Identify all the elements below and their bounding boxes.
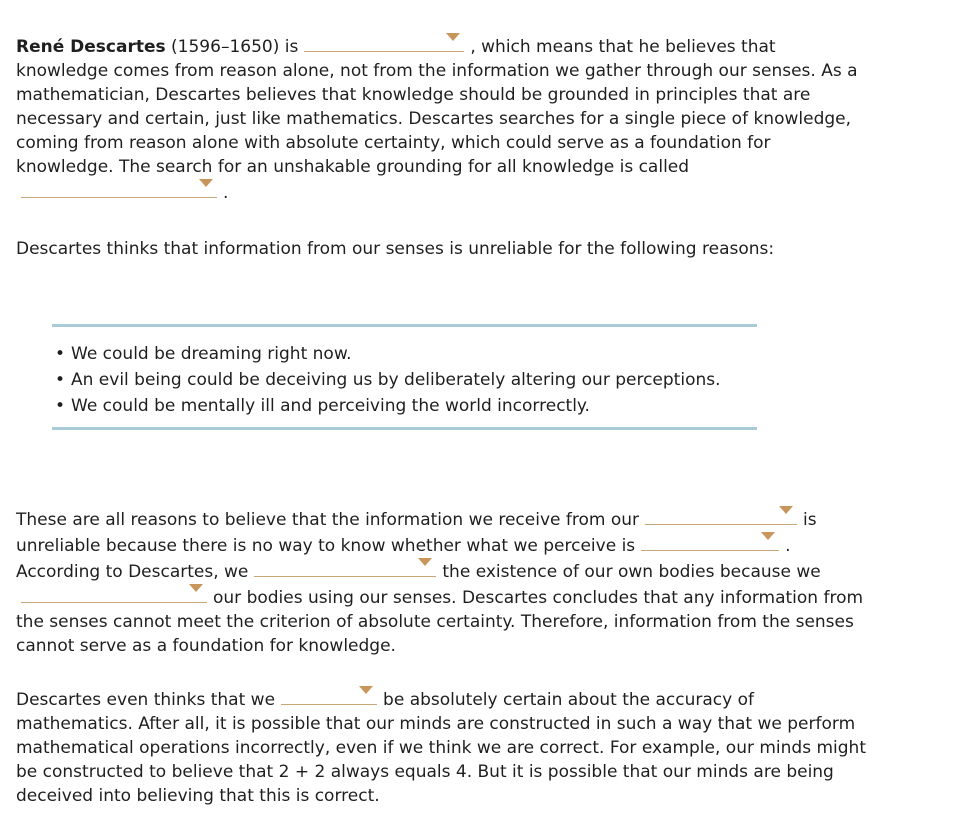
list-item [52, 341, 721, 367]
p1-line5: coming from reason alone with absolute certainty, which could serve as a foundation for [16, 133, 771, 153]
p3-text: our bodies using our senses. Descartes concludes that any information from [213, 588, 864, 608]
p3-text: the existence of our own bodies because we [442, 562, 821, 582]
descartes-name: René Descartes [16, 37, 166, 57]
p1-text-after-dropdown: , which means that he believes that [470, 37, 776, 57]
dropdown-position-term[interactable] [304, 33, 464, 52]
reason-text: We could be dreaming right now. [71, 344, 352, 364]
p1-line6: knowledge. The search for an unshakable grounding for all knowledge is called [16, 157, 690, 177]
p3-line5: the senses cannot meet the criterion of absolute certainty. Therefore, information from the senses [16, 612, 854, 632]
bullet: • [55, 370, 66, 390]
dropdown-information-source[interactable] [645, 506, 797, 525]
bullet: • [55, 396, 66, 416]
chevron-down-icon [779, 506, 793, 514]
p3-line1 [16, 506, 936, 532]
paragraph-mathematics [16, 686, 936, 808]
p3-line4 [16, 584, 936, 610]
list-item [52, 393, 721, 419]
paragraph-rationalism [16, 33, 936, 205]
p1-line2: knowledge comes from reason alone, not from the information we gather through our senses. As a [16, 61, 858, 81]
p3-line6: cannot serve as a foundation for knowledge. [16, 636, 396, 656]
p3-text: These are all reasons to believe that the information we receive from our [16, 510, 640, 530]
chevron-down-icon [199, 179, 213, 187]
chevron-down-icon [359, 686, 373, 694]
reason-text: An evil being could be deceiving us by deliberately altering our perceptions. [71, 370, 721, 390]
p1-line1 [16, 33, 936, 59]
dropdown-perception-status[interactable] [641, 532, 779, 551]
p4-text: Descartes even thinks that we [16, 690, 276, 710]
dropdown-body-existence[interactable] [254, 558, 436, 577]
dropdown-body-perception[interactable] [21, 584, 207, 603]
dropdown-search-name[interactable] [21, 179, 217, 198]
paragraph-senses-intro: Descartes thinks that information from our senses is unreliable for the following reasons: [16, 239, 775, 259]
p3-line3 [16, 558, 936, 584]
p1-line4: necessary and certain, just like mathematics. Descartes searches for a single piece of knowledge, [16, 109, 852, 129]
p1-line3: mathematician, Descartes believes that knowledge should be grounded in principles that are [16, 85, 811, 105]
reasons-list [52, 341, 721, 419]
p4-line5: deceived into believing that this is correct. [16, 786, 380, 806]
paragraph-senses-unreliable [16, 506, 936, 658]
p4-line2: mathematics. After all, it is possible that our minds are constructed in such a way that we perform [16, 714, 856, 734]
p3-text: is [803, 510, 817, 530]
p3-text: unreliable because there is no way to know whether what we perceive is [16, 536, 636, 556]
p3-text: . [785, 536, 791, 556]
p3-text: According to Descartes, we [16, 562, 249, 582]
p3-line2 [16, 532, 936, 558]
list-item [52, 367, 721, 393]
chevron-down-icon [761, 532, 775, 540]
bullet: • [55, 344, 66, 364]
p4-line4: be constructed to believe that 2 + 2 always equals 4. But it is possible that our minds are being [16, 762, 834, 782]
chevron-down-icon [189, 584, 203, 592]
p1-period: . [223, 183, 229, 203]
chevron-down-icon [446, 33, 460, 41]
reasons-box [52, 324, 757, 430]
p4-line3: mathematical operations incorrectly, even if we think we are correct. For example, our minds might [16, 738, 866, 758]
p4-line1 [16, 686, 936, 712]
p1-dates: (1596–1650) is [165, 37, 299, 57]
p4-text: be absolutely certain about the accuracy of [383, 690, 755, 710]
reason-text: We could be mentally ill and perceiving the world incorrectly. [71, 396, 590, 416]
dropdown-math-certainty[interactable] [281, 686, 377, 705]
p1-line7 [16, 179, 936, 205]
chevron-down-icon [418, 558, 432, 566]
